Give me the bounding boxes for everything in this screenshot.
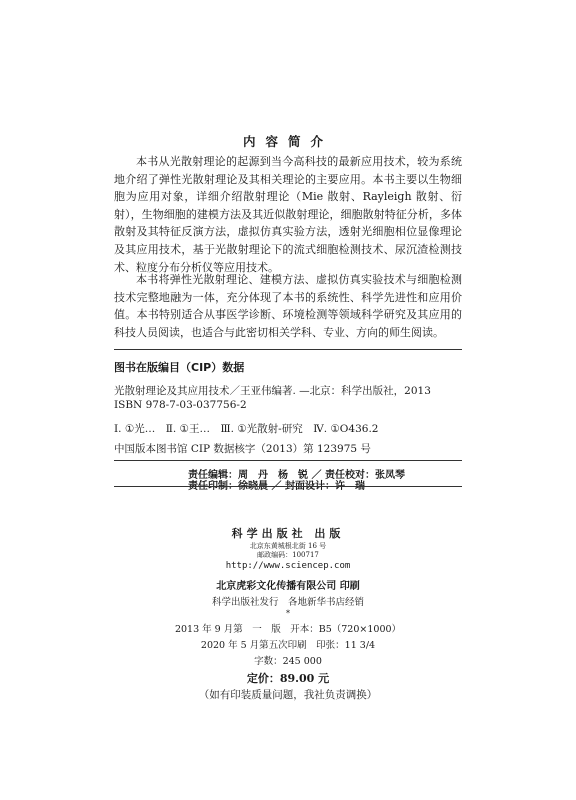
divider: [114, 460, 462, 461]
printer: 北京虎彩文化传播有限公司 印刷: [216, 581, 360, 592]
publisher-name: 科学出版社 出版: [231, 527, 345, 540]
summary-title: 内容简介: [242, 134, 333, 149]
distribution: 科学出版社发行 各地新华书店经销: [211, 597, 364, 608]
summary-paragraph-2: [114, 271, 462, 341]
printing-info: 2020 年 5 月第五次印刷 印张：11 3/4: [200, 640, 376, 651]
divider: [114, 349, 462, 350]
cip-classification: Ⅰ. ①光… Ⅱ. ①王… Ⅲ. ①光散射-研究 Ⅳ. ①O436.2: [114, 423, 379, 435]
publisher-url: http://www.sciencep.com: [225, 561, 351, 571]
cip-header: 图书在版编目（CIP）数据: [114, 361, 245, 374]
cip-record-number: 中国版本图书馆 CIP 数据核字（2013）第 123975 号: [114, 443, 371, 455]
publisher-address: 北京东黄城根北街 16 号: [249, 542, 327, 550]
word-count: 字数：245 000: [254, 656, 322, 667]
cip-isbn: ISBN 978-7-03-037756-2: [114, 399, 247, 411]
edition-info: 2013 年 9 月第 一 版 开本：B5（720×1000）: [174, 624, 402, 635]
quality-notice: （如有印装质量问题，我社负责调换）: [198, 689, 378, 701]
divider: [114, 486, 462, 487]
summary-paragraph-1: [114, 153, 462, 276]
publisher-postcode: 邮政编码：100717: [257, 551, 319, 559]
production-credits: 责任印制：徐晓晨 ／ 封面设计：许 瑞: [188, 481, 365, 492]
price: 定价：89.00 元: [246, 672, 330, 685]
cip-title-line: 光散射理论及其应用技术／王亚伟编著. —北京：科学出版社，2013: [114, 385, 431, 397]
summary-text: 本书从光散射理论的起源到当今高科技的最新应用技术，较为系统地介绍了弹性光散射理论及其相关理论的主要应用。本书主要以生物细胞为应用对象，详细介绍散射理论（Mie 散射、Rayleigh 散射、衍射），生物细胞的建模方法及其近似散射理论，细胞散射特征分析，多体散射及其特征反演方法，虚拟仿真实验方法，透射光细胞相位显像理论及其应用技术，基于光散射理论下的流式细胞检测技术、尿沉渣检测技术、粒度分布分析仪等应用技术。: [114, 155, 462, 274]
separator-star: *: [286, 609, 290, 618]
summary-text: 本书将弹性光散射理论、建模方法、虚拟仿真实验技术与细胞检测技术完整地融为一体，充分体现了本书的系统性、科学先进性和应用价值。本书特别适合从事医学诊断、环境检测等领域科学研究及其应用的科技人员阅读，也适合与此密切相关学科、专业、方向的师生阅读。: [114, 273, 462, 339]
editor-credits: 责任编辑：周 丹 杨 锐 ／ 责任校对：张凤琴: [188, 470, 405, 481]
